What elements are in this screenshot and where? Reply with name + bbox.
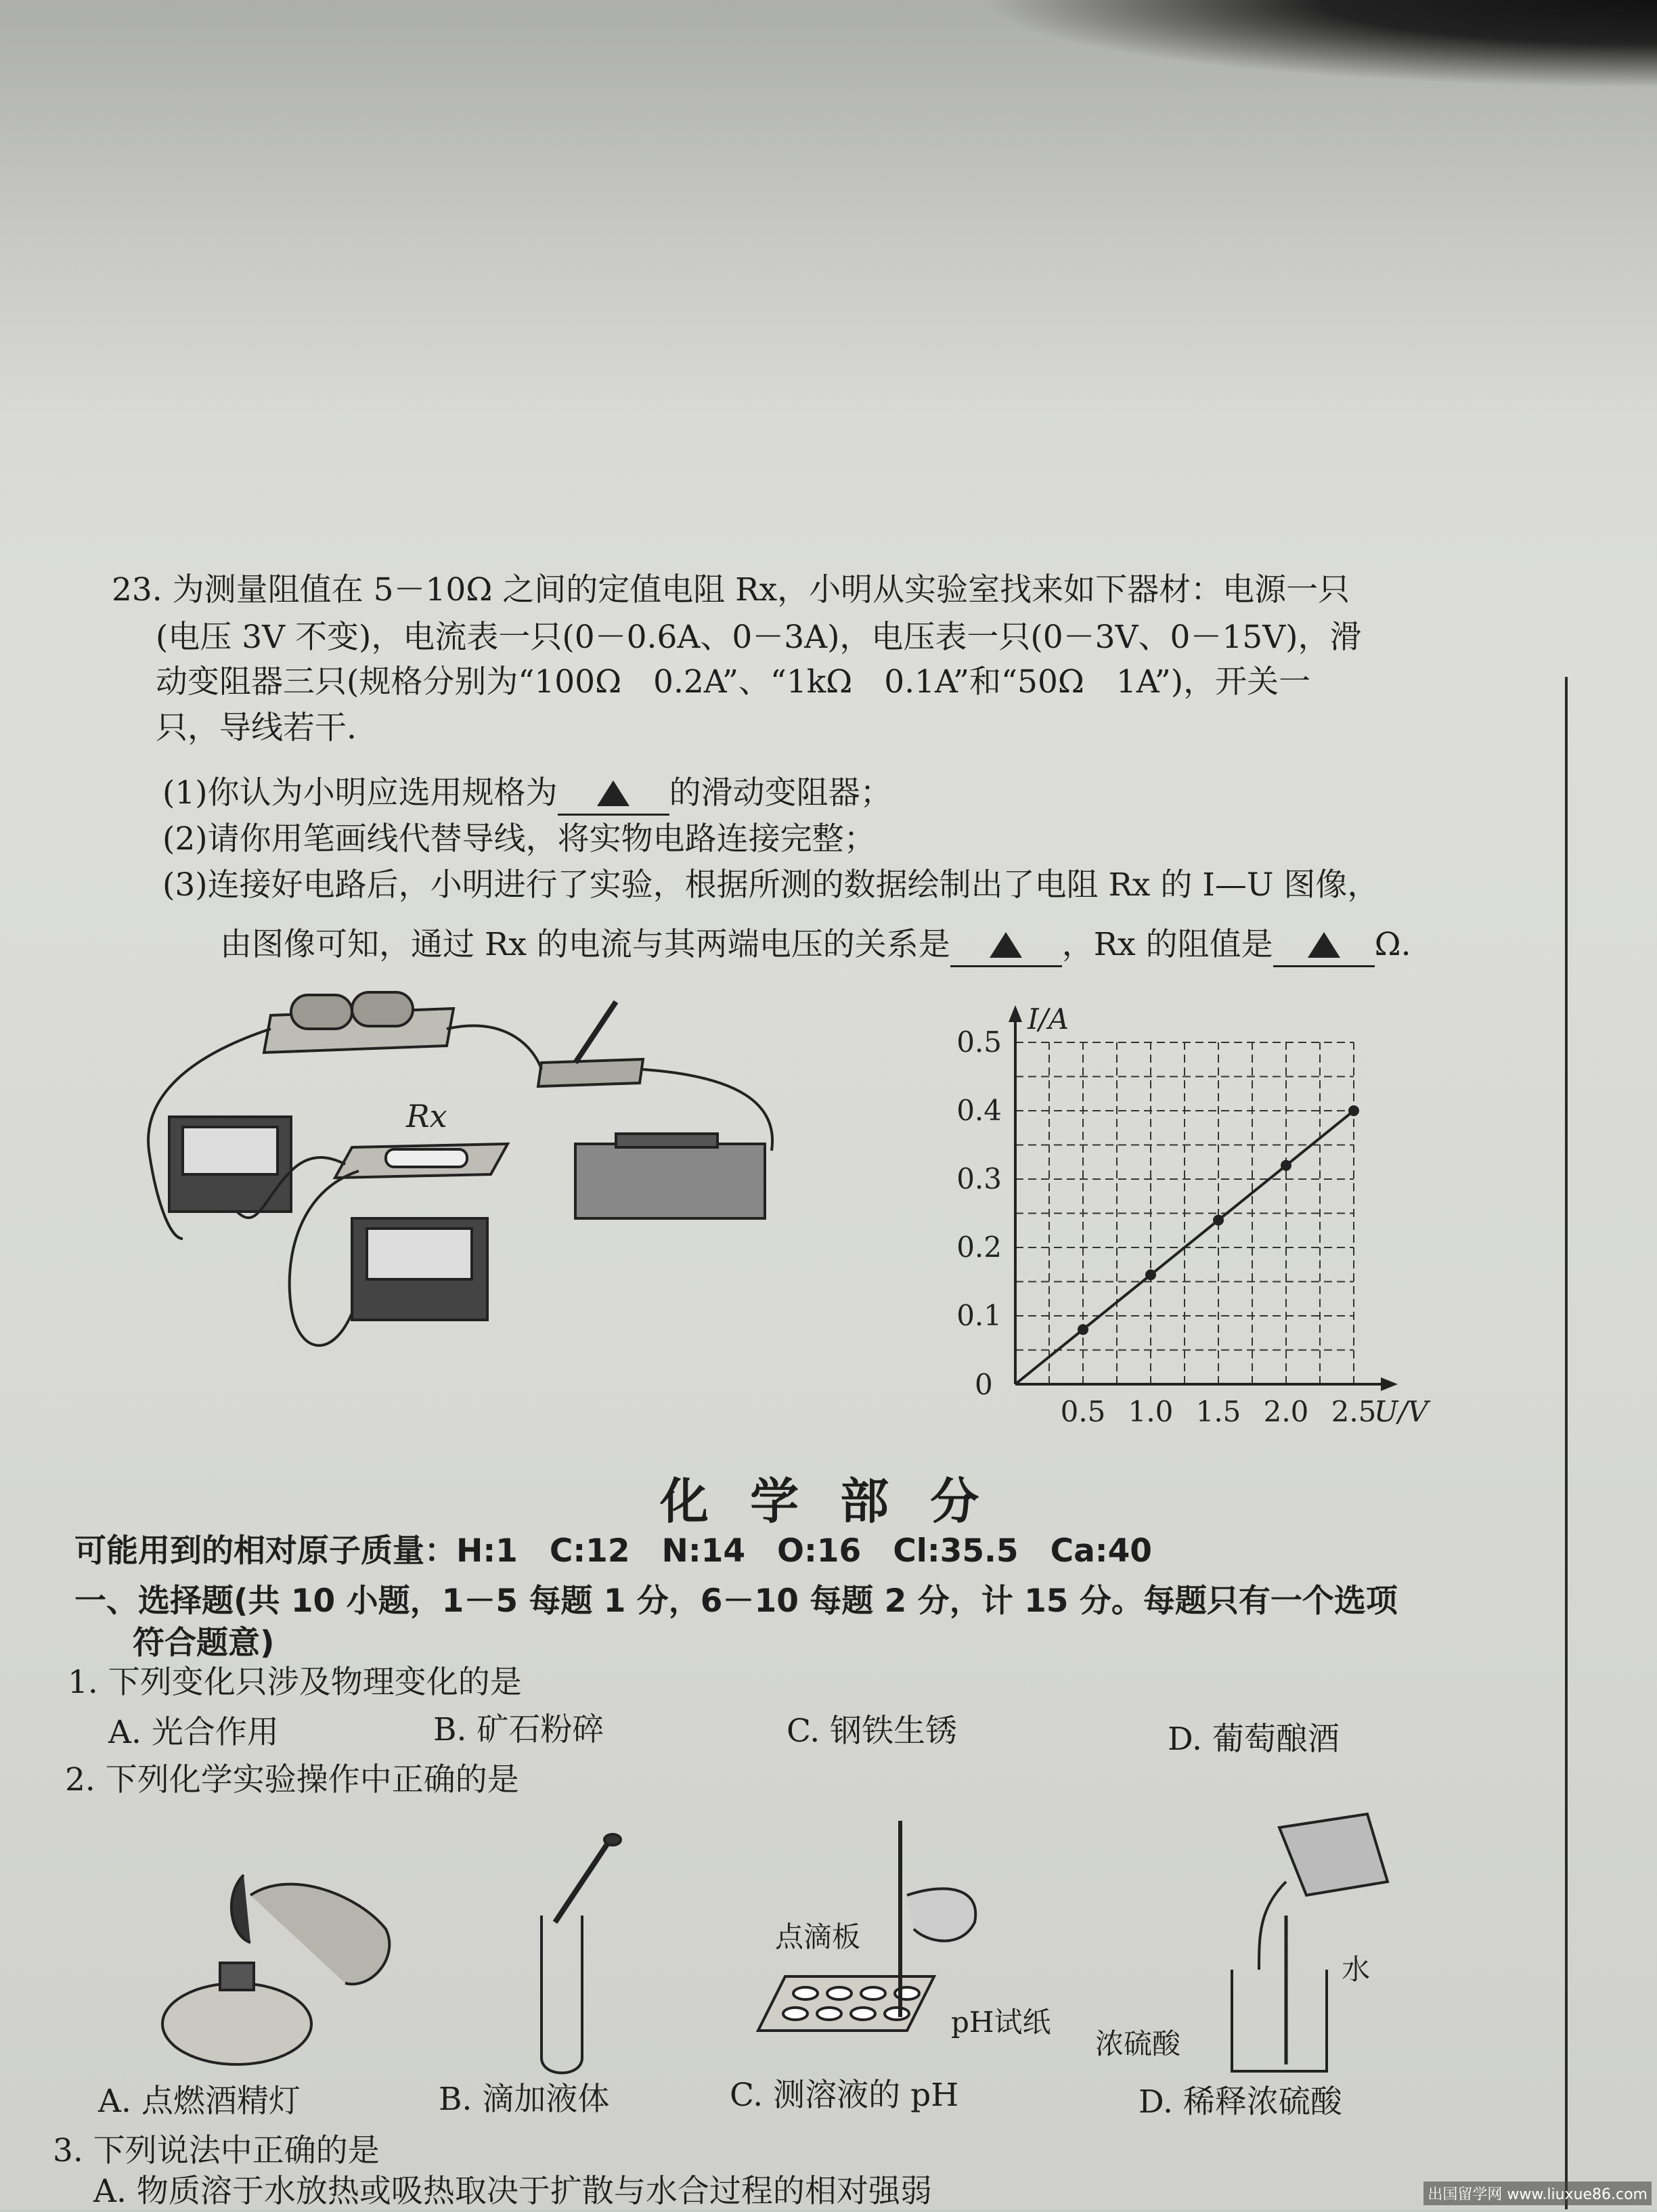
- q23-part3-text-a: 由图像可知，通过 Rx 的电流与其两端电压的关系是: [220, 926, 950, 963]
- data-point: [1281, 1160, 1291, 1171]
- q1-option-b[interactable]: B. 矿石粉碎: [433, 1711, 604, 1748]
- q23-part1: [162, 773, 892, 816]
- x-axis-arrow: [1381, 1377, 1398, 1391]
- x-tick-label: 2.5: [1331, 1395, 1377, 1428]
- chart-axes: [1009, 1005, 1398, 1391]
- q23-part1-suffix: 的滑动变阻器；: [669, 774, 892, 812]
- x-tick-label: 1.5: [1195, 1395, 1241, 1428]
- spot-plate-label: 点滴板: [775, 1920, 861, 1953]
- data-point: [1348, 1105, 1359, 1116]
- q3-stem: 3. 下列说法中正确的是: [53, 2132, 380, 2169]
- triangle-icon: [597, 780, 629, 806]
- y-tick-label: 0.5: [956, 1025, 1002, 1059]
- q2-option-a[interactable]: A. 点燃酒精灯: [98, 2083, 301, 2120]
- q23-part3-text-c: Ω.: [1374, 926, 1411, 963]
- q2-stem: 2. 下列化学实验操作中正确的是: [65, 1761, 519, 1798]
- alcohol-lamp-illustration: [156, 1855, 413, 2078]
- watermark: 出国留学网 www.liuxue86.com: [1423, 2182, 1652, 2205]
- q1-option-d[interactable]: D. 葡萄酿酒: [1168, 1721, 1340, 1758]
- dilution-illustration: [1191, 1800, 1408, 2085]
- data-point: [1213, 1215, 1224, 1226]
- resistor-icon: [386, 1149, 467, 1167]
- section1-line1: 一、选择题(共 10 小题，1－5 每题 1 分，6－10 每题 2 分，计 15 分。每题只有一个选项: [74, 1583, 1398, 1620]
- y-axis-label: I/A: [1028, 1002, 1069, 1036]
- y-tick-label: 0.2: [956, 1231, 1002, 1264]
- origin-label: 0: [975, 1368, 993, 1401]
- iu-chart: [934, 978, 1428, 1428]
- q1-stem: 1. 下列变化只涉及物理变化的是: [68, 1664, 522, 1701]
- battery-icon: [291, 995, 352, 1029]
- q23-part1-text: (1)你认为小明应选用规格为: [162, 774, 558, 812]
- water-label: 水: [1342, 1953, 1371, 1986]
- x-axis-label: U/V: [1374, 1395, 1428, 1428]
- acid-label: 浓硫酸: [1095, 2027, 1181, 2060]
- q23-part3-line1: (3)连接好电路后，小明进行了实验，根据所测的数据绘制出了电阻 Rx 的 I—U 图像，: [162, 866, 1379, 904]
- switch-lever: [575, 1002, 616, 1063]
- answer-blank-3[interactable]: [1273, 925, 1375, 967]
- chart-series: [1015, 1105, 1359, 1384]
- q2-option-b[interactable]: B. 滴加液体: [439, 2081, 610, 2118]
- data-point: [1145, 1269, 1156, 1280]
- answer-blank-1[interactable]: [558, 773, 669, 816]
- triangle-icon: [990, 932, 1022, 958]
- q3-option-a[interactable]: A. 物质溶于水放热或吸热取决于扩散与水合过程的相对强弱: [93, 2173, 932, 2210]
- data-point: [1078, 1324, 1088, 1335]
- q23-line1: 23. 为测量阻值在 5－10Ω 之间的定值电阻 Rx，小明从实验室找来如下器材：电源一只: [112, 571, 1350, 609]
- q1-option-c[interactable]: C. 钢铁生锈: [787, 1712, 958, 1750]
- wire: [290, 1171, 359, 1346]
- q23-line4: 只，导线若干.: [156, 709, 357, 747]
- page-corner-shadow: [980, 0, 1657, 88]
- y-axis-arrow: [1009, 1005, 1022, 1022]
- test-tube-illustration: [521, 1834, 623, 2085]
- rx-label: Rx: [406, 1098, 447, 1134]
- rheostat-icon: [575, 1144, 765, 1218]
- answer-blank-2[interactable]: [950, 925, 1062, 967]
- chem-heading: 化 学 部 分: [660, 1472, 992, 1530]
- x-tick-label: 0.5: [1060, 1395, 1106, 1428]
- y-tick-label: 0.4: [956, 1094, 1002, 1127]
- y-tick-label: 0.1: [956, 1299, 1002, 1332]
- triangle-icon: [1308, 932, 1340, 958]
- y-tick-label: 0.3: [956, 1162, 1002, 1195]
- circuit-illustration: [129, 975, 799, 1374]
- q23-line3: 动变阻器三只(规格分别为“100Ω 0.2A”、“1kΩ 0.1A”和“50Ω 1A”)，开关一: [156, 663, 1311, 701]
- ph-paper-label: pH试纸: [951, 2006, 1051, 2039]
- q1-option-a[interactable]: A. 光合作用: [108, 1714, 279, 1751]
- q23-part3-line2: [220, 925, 1411, 967]
- x-tick-label: 2.0: [1263, 1395, 1309, 1428]
- x-tick-label: 1.0: [1128, 1395, 1174, 1428]
- battery-icon: [352, 992, 413, 1026]
- q2-option-c[interactable]: C. 测溶液的 pH: [730, 2077, 959, 2114]
- atomic-mass-line: 可能用到的相对原子质量：H:1 C:12 N:14 O:16 Cl:35.5 Ca:40: [74, 1532, 1152, 1570]
- switch-base: [538, 1059, 643, 1086]
- q2-option-d[interactable]: D. 稀释浓硫酸: [1139, 2083, 1342, 2121]
- chart-grid: [1015, 1042, 1354, 1384]
- page-margin-rule: [1565, 677, 1568, 2209]
- q23-line2: (电压 3V 不变)，电流表一只(0－0.6A、0－3A)，电压表一只(0－3V、0－15V)，滑: [156, 619, 1362, 656]
- q23-part3-text-b: ，Rx 的阻值是: [1061, 926, 1273, 963]
- section1-line2: 符合题意): [133, 1624, 275, 1662]
- wire: [447, 1025, 542, 1069]
- chart-tick-labels: [956, 1002, 1430, 1428]
- q23-part2: (2)请你用笔画线代替导线，将实物电路连接完整；: [162, 820, 876, 858]
